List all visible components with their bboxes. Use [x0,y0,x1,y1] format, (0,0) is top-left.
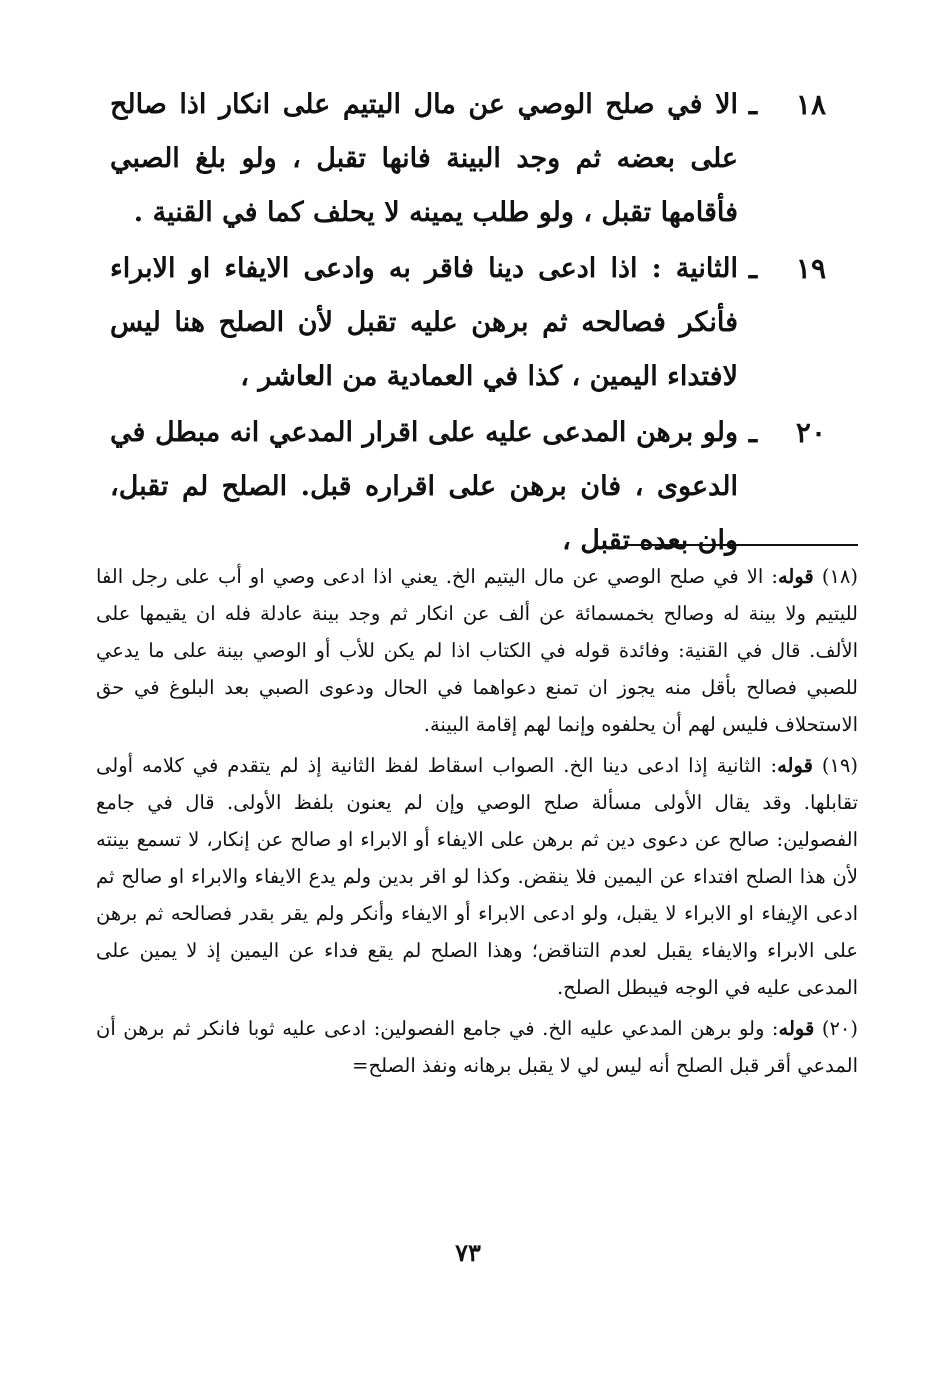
item-dash: ـ [748,252,758,285]
item-number: ٢٠ [795,416,826,449]
page-number: ٧٣ [455,1238,481,1267]
footnote-text: : الثانية إذا ادعى دينا الخ. الصواب اسقاط لفظ الثانية إذ لم يتقدم في كلامه أولى تقابلها. وقد يقال الأولى مسألة صلح الوصي وإن لم يعنون بلفظ الأولى. قال في جامع الفصولين: صالح عن دعوى دين ثم برهن على الايفاء أو الابراء او صالح عن إنكار، لا تسمع بينته لأن هذا الصلح افتداء عن اليمين فلا ينقض. وكذا لو اقر بدين ولم يدع الايفاء والابراء او صالح ثم ادعى الإيفاء او الابراء لا يقبل، ولو ادعى الابراء أو الايفاء وأنكر ولم يقر بقدر فصالحه ثم برهن على الابراء والايفاء يقبل لعدم التناقض؛ وهذا الصلح لم يقع فداء عن اليمين إذ لا يمين على المدعى عليه في الوجه فيبطل الصلح. [96,754,858,999]
footnote-text: : الا في صلح الوصي عن مال اليتيم الخ. يعني اذا ادعى وصي او أب على رجل الفا لليتيم ولا بينة له وصالح بخمسمائة عن ألف عن انكار ثم وجد بينة عادلة فله ان يقيمها على الألف. قال في القنية: وفائدة قوله في الكتاب اذا لم يكن للأب أو الوصي بينة على ما يدعي للصبي فصالح بأقل منه يجوز ان تمنع دعواهما في الحال ودعوى الصبي بعد البلوغ في حق الاستحلاف فليس لهم أن يحلفوه وإنما لهم إقامة البينة. [96,565,858,736]
footnote-keyword: قوله [778,1017,815,1040]
footnote-number: (١٨) [821,565,858,588]
main-text [110,78,826,570]
footnotes [96,558,858,1088]
footnote-19 [96,747,858,1006]
footnote-number: (٢٠) [821,1017,858,1040]
footnote-20 [96,1010,858,1084]
item-text: ولو برهن المدعى عليه على اقرار المدعي انه مبطل في الدعوى ، فان برهن على اقراره قبل. الصلح لم تقبل، وان بعده تقبل ، [110,417,738,556]
footnote-separator [626,544,858,546]
item-text: الا في صلح الوصي عن مال اليتيم على انكار اذا صالح على بعضه ثم وجد البينة فانها تقبل ، ولو بلغ الصبي فأقامها تقبل ، ولو طلب يمينه لا يحلف كما في القنية . [110,89,738,228]
item-dash: ـ [748,416,758,449]
item-text: الثانية : اذا ادعى دينا فاقر به وادعى الايفاء او الابراء فأنكر فصالحه ثم برهن عليه تقبل لأن الصلح هنا ليس لافتداء اليمين ، كذا في العمادية من العاشر ، [110,253,738,392]
footnote-number: (١٩) [821,754,859,777]
footnote-keyword: قوله [777,565,814,588]
footnote-keyword: قوله [777,754,813,777]
main-item-18 [110,78,826,240]
footnote-18 [96,558,858,743]
footnote-text: : ولو برهن المدعي عليه الخ. في جامع الفصولين: ادعى عليه ثوبا فانكر ثم برهن أن المدعي أقر قبل الصلح أنه ليس لي لا يقبل برهانه ونفذ الصلح= [96,1017,858,1077]
item-number: ١٨ [795,88,826,121]
item-dash: ـ [748,88,758,121]
item-number: ١٩ [795,252,826,285]
main-item-19 [110,242,826,404]
